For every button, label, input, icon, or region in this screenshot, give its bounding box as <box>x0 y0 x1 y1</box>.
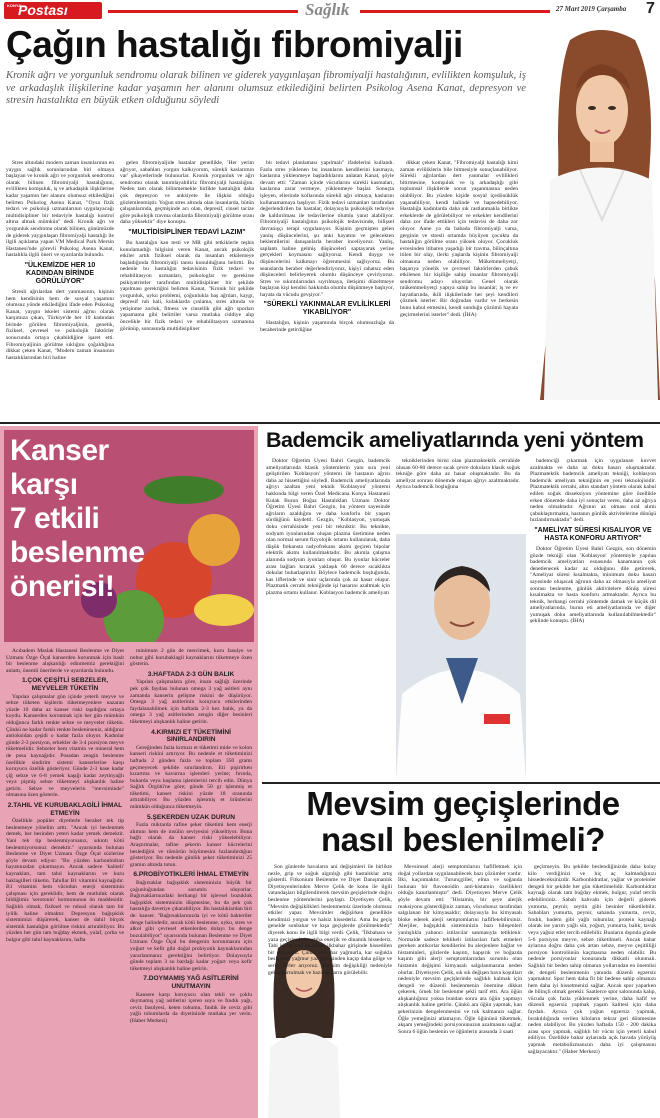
nutrition-title-line: önerisi! <box>10 570 115 603</box>
tip-heading-5: 5.ŞEKERDEN UZAK DURUN <box>147 813 235 821</box>
article2-column-1 <box>266 458 390 780</box>
masthead-rule-left <box>108 10 298 13</box>
article4-title-line2: nasıl beslenilmeli? <box>321 821 605 858</box>
article1-column-3 <box>260 160 394 418</box>
article1-title: Çağın hastalığı fibromiyalji <box>6 24 463 65</box>
section-divider-2 <box>262 782 660 784</box>
article1-column-4 <box>400 160 518 418</box>
nutrition-photo <box>4 430 254 642</box>
article2-paragraph: Doktor Öğretim Üyesi Bahri Gezgin, bademcik ameliyatlarında klasik yöntemlerin yanı sıra yeni geliştirilen 'Koblasyon' yöntemi ile hastanın ağrısı daha az hissettiğini söyledi. Bademcik ameliyatlarında ağrıyı azaltan yeni teknik 'Koblasyon' yöntemi hakkında bilgi veren Özel Medicana Konya Hastanesi Kulak Burun Boğaz Hastalıkları Uzmanı Doktor Öğretim Üyesi Bahri Gezgin, bu yöntem sayesinde ağrıların azaldığını ve daha konforlu bir yaşam sürdüğünü kaydetti. Gezgin, "Koblasyon, yumuşak doku cerrahisinde yeni bir tekniktir. Bu teknikte, sodyum iyonlarından oluşan plazma üretimine neden olan normal serum fizyolojik ortamı kullanılarak, daha düşük frekansta radyofrekans akımı geçiren bipolar elektrik akımı kullanılmaktadır. Bu akımla çalışma alanında sodyum iyonları oluşur. Bu iyonlar hücreler arası bağları kırarak yaklaşık 60 derece sıcaklıkta dokular buharlaştırılır. Böylece bademcik boşluğunda, kas liflerinde ve sinir uçlarında çok az hasar oluşur. Plazmatik cerrahi tekniğinde işi hasarını azaltmak için plazma ortamı kullanır. Koblasyon bademcik ameliyatı <box>266 458 390 596</box>
tip-heading-3: 3.HAFTADA 2-3 GÜN BALIK <box>147 670 235 678</box>
article1-deck: Kronik ağrı ve yorgunluk sendromu olarak bilinen ve giderek yaygınlaşan fibromiyalji hastalığının, evlilikten komşuluk, iş ve arkadaşlık ilişkilerine kadar yaşamın her alanını olumsuz etkilediğini belirten Psikolog Asena Kanat, depresyon ve stresin hastalıkta en büyük etken olduğunu söyledi <box>6 70 526 107</box>
article3-paragraph: Yapılan çalışmalara göre, insan sağlığı üzerinde pek çok faydası bulunan omega 3 yağ asitleri aynı zamanda kanserin gelişme riskini de düşürüyor. Omega 3 yağ asitlerinin koruyucu etkilerinden faydalanabilmek için haftada 2-3 kez balık, ya da omega 3 yağ asitlerinden zengin diğer besinleri tüketmeyi alışkanlık haline getirin. <box>130 679 252 725</box>
article2-paragraph: bademciği çıkarmak için uygulanan kuvvet azalmakta ve daha az doku hasarı oluşmaktadır. Plazmatektik bademcik ameliyatı tekniği, koblasyon bademcik ameliyatı tekniğinin en yeni teknolojisidir. Plazmatektik cerrahi, altın standart yöntem olarak kabul edilen soğuk disseksiyon yöntemine göre özellikle erken dönemde daha iyi sonuçlar veren, daha az ağrıya neden olmaktadır. Ağrının az olması oral alımı çabuklaştırmakta, hastanın günlük aktivitelerine dönüşü hızlandırmaktadır" dedi. <box>530 458 656 524</box>
article1-paragraph: bir tedavi planlaması yapılmalı" ifadelerini kullandı. Fazla stres yüklenen bu insanların kendilerini kasmaya, kaslarına yüklenmeye başladıklarını anlatan Kanat, şöyle devam etti: "Zaman içinde vücutlarını sürekli kasmaları, kaslarına zarar vermeye, yüklenmeye başlar. Sonuçta işleyen, ellerinde kollarında sürekli ağrı olmaya, kaslarını kullanamamaya başlıyor. Fizik tedavi uzmanları tarafından değerlendirilen bu hastalar, dolayısıyla psikolojik tedaviye de kaldırılması ile tedavilerine olumlu yanıt alabiliyor. Fibromiyalji hastalığının psikolojik tedavisinde, bilişsel davranışçı terapi uygulanıyor. Kişinin geçmişten gelen yanlış düşüncelerini, şu anki hayatını ve gelecekten beklentilerini danışanlarla beraber inceliyoruz. Yanlış, saplantı haline gelmiş düşünceleri saptayarak yerine gerçekleri koymasını sağlıyoruz. Kendi duygu ve düşüncelerini kalkmayı öğrenmesini sağlıyoruz. Bu seanslarda beraber değerlendiriyoruz, kişiyi rahatsız eden düşünceleri belirleyerek olumlu düşünceye çeviriyoruz. Stres ve sıkıntılarından sıyrılmaya, iletişimi düzeltmeye başlayan kişi kendisi hakkında olumlu düşünmeye başlıyor, hayata da vücudu gevşiyor." <box>260 160 394 298</box>
logo-text: Postası <box>18 2 68 18</box>
article3-paragraph: Özellikle popüler diyetlerle beraber tek tip beslenmeye yönelim arttı. "Ancak iyi beslenmek demek, her besinden yeteri kadar yemek demektir. Yani tek tip beslenmiyorsanız, sıkıntı kötü beslenmiyorsunuz demektir." uyarısında bulunan Beslenme ve Diyet Uzmanı Özge Öçal sözlerine şöyle devam ediyor: "Bu yüzden karbonhidratı hayatınızdan çıkarmayın. Ancak sadece 'kaliteli' kaynakları, tam tahıl kaynaklarını ve kuru baklagilleri tüketin. Tahıllar B1 vitamini kaynağıdır. B1 vitamini hem vücudun enerji sisteminin çalışması için gereklidir, hem de mutluluk olarak bildiğimiz 'serotonin' hormonunun ön maddesidir. Sağlıklı olmak, fiziksel ve ruhsal olarak tam bir iyilik haline olmaktır. Depresyon bağışıklık sistemimizi düşürerek, kanser de dahil birçok sistemik hastalığın görülme riskini artırabiliyor. Bu yüzden her gün tam buğday ekmek, yulaf, çorba ve bulgur gibi tahıl kaynaklarını, hafta <box>6 818 124 943</box>
article1-paragraph: Hastalığın, kişinin yaşamında birçok olumsuzluğa da beraberinde getirdiğine <box>260 320 394 334</box>
nutrition-title-line: 7 etkili <box>10 502 100 535</box>
article2-title: Bademcik ameliyatlarında yeni yöntem <box>266 428 644 452</box>
logo-small: KONYA <box>7 3 22 8</box>
article2-subhead: "AMELİYAT SÜRESİ KISALIYOR VE HASTA KONFORU ARTIYOR" <box>534 526 652 542</box>
masthead-rule-right <box>360 10 550 13</box>
nutrition-title-line: Kanser <box>10 434 109 467</box>
logo <box>4 2 102 19</box>
article1-subhead-3: "SÜREKLİ YAKINMALAR EVLİLİKLERİ YIKABİLİYOR" <box>263 301 391 317</box>
article1-column-2 <box>120 160 254 418</box>
article2-paragraph: tekniklerinden birisi olan plazmaktektik cerrahide olusan 60-80 derece sıcak çevre dokulara klasik soğuk tekniğe göre daha az hasar oluşmaktadır. Bu da ameliyat sonrası dönemde oluşan ağrıyı azaltmaktadır. Ayrıca bademcik boşluğuna <box>396 458 520 491</box>
article4-column-2 <box>398 864 522 1114</box>
article2-column-3 <box>530 458 656 780</box>
tip-heading-4: 4.KIRMIZI ET TÜKETİMİNİ SINIRLANDIRIN <box>151 728 231 744</box>
article3-paragraph: minimum 2 gün de mercimek, kuru fasulye ve nohut gibi kurubaklagil kaynaklarını tüketmeye özen gösterin. <box>130 648 252 668</box>
article1-paragraph: Stres altındaki modern zaman insanlarının en yaygın sağlık sorunlarından biri olmaya başlayan ve kronik ağrı ve yorgunluk sendromu olarak bilinen fibromiyalji hastalığının, evlilikten komşuluk, iş ve arkadaşlık ilişkilerine kadar yaşamın her alanını olumsuz etkilediğini belirten Psikolog Asena Kanat, "Oysa fizik tedavi ve psikoloji uzmanlarının uygulayacağı multidisipliner bir tedaviyle hastalığı kontrol altına almak mümkün" dedi. Kronik ağrı ve yorgunluk sendromu olarak bilinen, günümüzde de giderek yaygınlaşan fibromiyalji hastalığı ile ilgili açıklama yapan VM Medical Park Mersin Hastanesi'nde görevli Psikolog Asena Kanat, hastalıkla ilgili öneri ve uyarılarda bulundu. <box>6 160 114 259</box>
article4-paragraph: geçirmeyin. Bu şekilde beslendiğinizde daha kolay kilo verdiğinizi ve hiç aç kalmadığınızı hissedeceksinizdir. Karbonhidratlar, yağlar ve proteinler dengeli bir şekilde her gün tüketilmelidir. Karbonhidrat kaynağı olarak tam buğday ekmek, bulgur, yulaf tercih edebilirsiniz. Sabah kahvaltı için değerli giderek yumurta, peynir, zeytin gibi besinler tüketilebilir. Sabahları yumurta, peynir, sahanda yumurta, ceviz, fındık, badem gibi yağlı tohumlar, protein kaynağı olarak ise yarım yağlı süt, yoğurt, yumurta, balık, tavuk veya yağsız etler tercih edilebilir. Bunların dışında günde 5-6 porsiyon meyve, sebze tüketilmeli. Ancak bahar aylarına doğru daha çok artan sebze, meyve çeşitliliği porsiyon kontrolünün kaçmasına neden olabilir. Bu nedenle porsiyonlar konusunda dikkatli olunmalı. Sağlıklı bir beden sahip olmanın yollarından en önemlisi de, dengeli beslenmenin yanında düzenli egzersiz yapmaktır. Spor hem daha fit bir bedene sahip olmanızı hem daha iyi hissetmenizi sağlar. Ancak spor yaparken de bilinçli olmak gerekir. Saatlerce spor salonunda kalıp, vücuda çok fazla yüklenmek yerine, daha hafif ve düzenli egzersiz yapmak yaşam kalitesi için daha faydalı. Ayrıca çok yoğun egzersiz yapmak, bırakıldığında verilen kiloların tekrar geri dönmesine neden olabiliyor. Bu yüzden haftada 150 - 200 dakika arası spor yapmak, sağlıklı bir vücut için yeterli kabul ediliyor. Özellikle bahar aylarında açık havada yürüyüş yapmak metabolizmanızın daha iyi çalışmasını sağlayacaktır." (Haber Merkezi) <box>528 864 656 1055</box>
article3-paragraph: Fazla miktarda rafine şeker tüketimi hem enerji alımını hem de insülin seviyesini yükseltiyor. Buna bağlı olarak da kanser riski yükselebiliyor. Araştırmalar, rafine şekerin kanser hücrelerini beslediğini ve tümörün büyümesini hızlandırdığını gösteriyor. Bu nedenle günlük şeker tüketiminizi 25 gramın altında tutun. <box>130 822 252 868</box>
article4-title-line1: Mevsim geçişlerinde <box>306 785 620 822</box>
article4-column-1 <box>268 864 392 1114</box>
nutrition-title-line: beslenme <box>10 536 145 569</box>
article3-paragraph: Yapılan çalışmalar gün içinde yeterli meyve ve sebze tüketen kişilerin tüketmeyenlere nazaran yüzde 10 daha az kanser riski taşıdığını ortaya koydu. Kanserden korunmak için her gün mümkün olduğunca farklı renkte sebze ve meyveler tüketin. Çünkü ne kadar farklı renkte beslenirseniz, aldığınız antioksidan çeşidi o kadar fazla oluyor. Kadınlar günde 2-3 porsiyon, erkekler de 3-4 porsiyon meyve tüketmelidir. Sebzeler hem vitamin ve mineral hem de posa kaynağıdır. Posadan zengin beslenme özellikle sindirim sistemi kanserlerine karşı koruyucu özellik gösteriyor. Günde 2-3 kase kadar çiğ sebze ve 6-8 yemek kaşığı kadar zeytinyağlı veya pişmiş sebze tüketmeyi alışkanlık haline getirin. Sebze ve meyvelerin "mevsiminde" olmasına özen gösterin. <box>6 693 124 799</box>
article2-paragraph: Doktor Öğretim Üyesi Bahri Gezgin, son dönemin gözde tekniği olan 'Koblasyon' yöntemiyle yapılan bademcik ameliyatları esnasında kanamanın çok denetlenecek kadar az olduğunu dile getirerek, "Ameliyat süresi kısalmakta, minimum doku hasarı sayesinde oluşacak ağrının daha az olmasıyla ameliyat sonrası beslenme, günlük aktivitelere dönüş süresi kısalmakta ve hasta konforu artmaktadır. Ayrıca bu teknik, herhangi cerrahi yöntemde damak ve küçük dil ameliyatlarında, burun eti ameliyatlarında ve diğer yumuşak doku ameliyatlarında kullanılabilmektedir" şeklinde konuştu. (İHA) <box>530 545 656 625</box>
masthead <box>0 0 660 20</box>
article2-column-2 <box>396 458 520 532</box>
nutrition-title-line: karşı <box>10 468 78 501</box>
article1-paragraph: dikkat çeken Kanat, "Fibromiyalji hastalığı kimi zaman evliliklerin bile bitmesiyle sonuçlanabiliyor. Sürekli ağrılardan dert yanmalar evlilikleri bitirmesine, komşuluk ve iş arkadaşlığı gibi toplumsal ilişkilerde sorun yaşanmasına neden olabiliyor. Bu yüzden kişide sosyal içedönüklük yaşanabiliyor, kendi halinde ve hapsedebiliyor. Hastalığa kadınlarda daha sık rastlanmakla birlikte erkeklerde de görülebiliyor ve erkekler kendilerini daha zor ifade ettikleri için tedavisi de daha zor oluyor. Anne ya da babada fibromiyalji varsa, gerginin ve stresli ortamda büyüyen çocukta da hastalığın görülme oranı yüksek oluyor. Çocukluk evresinden itibaren yaşadığı bir travma, bilinçaltına itilen bir olay, ilerki yaşlarda kişinin fibromiyalji olmasına neden olabiliyor. Mükemmeliyetçi, başarıya yönelik ve çevresel faktörlerden çabuk etkilenen bir kişiliğe sahip insanlar fibromiyalji sendromu adayı oluyorlar. Genel olarak mükemmeliyetçi yapıya sahip bu insanlar; iş ve ev hayatlarında, ikili ilişkilerinde her şeyi kendileri çözmek isterler. Bir doğrudan vardır ve herkesin bunu kabul etmesini, kendi sunduğu çözümü hayata geçirmelerini isterler" dedi. (İHA) <box>400 160 518 318</box>
article3-paragraph: Gereğinden fazla kırmızı et tüketimi mide ve kolon kanseri riskini artırıyor. Bu nedenle et tüketiminizi haftada 2 günden fazla ve toplam 350 gramı geçmeyecek şekilde sınırlandırın. Eti pişirirken kızartma ve kavurma işlemleri yerine; fırında, buharda veya haşlama işlemlerini tercih edin. Dünya Sağlık Örgütü'ne göre; günde 50 gr işlenmiş et tüketimi, kanser riskini yüzde 18 oranında artırabiliyor. Bu yüzden işlenmiş et ürünlerini mümkün olduğunca tüketmeyin. <box>130 744 252 811</box>
page-number: 7 <box>646 0 655 17</box>
tip-heading-7: 7.DOYMAMIŞ YAĞ ASİTLERİNİ UNUTMAYIN <box>143 975 239 990</box>
issue-date: 27 Mart 2019 Çarşamba <box>556 5 627 13</box>
article1-paragraph: gelen fibromiyaljide hastalar genellikle, 'Her yerim ağrıyor, sabahları yorgun kalkıyorum, sürekli kaslarımın var' şikayetlerinde bulunurlar. Kronik yorgunluk ve ağrı sendromu olarak tanımlayabiliriz fibromiyalji hastalığını. Neden tam olarak bilinmemekle birlikte hastalığın daha çok depresyon ve anksiyete ile ilişkisi olduğu gözlemlenmiştir. Yoğun stres altında olan insanlarda, bütün çalışanlarında, geçmişinde acı olan, depresif, cinsel tacize göre psikolojik travma olanlarda fibromiyalji görülme oranı daha yüksektir" diye konuştu. <box>120 160 254 226</box>
tip-heading-2: 2.TAHIL VE KURUBAKLAGİLİ İHMAL ETMEYİN <box>7 802 123 817</box>
article1-column-1 <box>6 160 114 418</box>
nutrition-title <box>10 434 160 604</box>
article1-subhead-1: "ÜLKEMİZDE HER 10 KADINDAN BİRİNDE GÖRÜLÜYOR" <box>24 261 96 285</box>
article1-subhead-2: "MULTİDİSİPLİNER TEDAVİ LAZIM" <box>128 228 246 236</box>
article1-paragraph: Stresli ağrılardan dert yanmasının, kişinin hem kendisinin hem de sosyal yaşamını olumsuz yönde etkilediğini ifade eden Psikolog Kanat, yaygın iskelet sistemi ağrısı olarak karşımıza çıkan, Türkiye'de her 10 kadından birinde görülen fibromiyaljinin, genetik, fiziksel, çevresel ve psikolojik faktörler sonucunda ortaya çıkabildiğine işaret etti. Fibromiyaljinin görülme sıklığını çoğaldığına dikkat çeken Kanat, "Modern zaman insanının hastalıklarından biri haline <box>6 288 114 361</box>
article3-column-2 <box>130 648 252 1114</box>
article4-column-3 <box>528 864 656 1114</box>
article3-paragraph: Bağırsaklar bağışıklık sisteminizin büyük bir çoğunluğundan sorumlu oluyorlar. Bağırsaklarınızdaki herhangi bir işlevsel bozukluk bağışıklık sisteminizin düşmesine, bu da pek çok hastalığa davetiye çıkarabiliyor. Bu hastalıklardan biri de: kanser. "Bağırsaklarınızda iyi ve kötü bakteriler denge halindedir, ancak kötü beslenme, uyku, stres ve alkol gibi çevresel etkenlerden dolayı bu denge bozulabiliyor" uyarısında bulunan Beslenme ve Diyet Uzmanı Özge Öçal bu dengenin korunmasını için yoğurt ve kefir gibi doğal probiyotik kaynaklarından yararlanmanız gerektiğini belirtiyor. Dolayısıyla günde toplam 3 su bardağı kadar yoğurt veya kefir tüketmeyi alışkanlık haline getirin. <box>130 880 252 972</box>
tip-heading-6: 6.PROBİYOTİKLERİ İHMAL ETMEYİN <box>133 871 249 879</box>
woman-portrait-illustration <box>540 20 660 400</box>
section-title: Sağlık <box>305 0 350 19</box>
article1-paragraph: Bu hastalığın kan testi ve MR gibi tetkiklerle teşhis konulamadığı bilgisini veren Kanat, ancak psikolojik etkiler artık fiziksel olarak da insanları etkilemeye başladığında fibromiyalji tanısı konulduğunu belirtti. Bu nedenle bu hastalığın tedavisinin fizik tedavi ve rehabilitasyon uzmanları, psikologlar ve gerekirse psikiyatristler tarafından multidisipliner bir şekilde yapılması gerektiğini belirten Kanat, "Kronik bir şekilde yorgunluk, uyku problemi, çoğunlukla baş ağrıları, kaygı, depresif ruh hali, kulaklarda çınlama, stres altında ve yetişinme zorluk, fitness ve cinsellik gibi ağrı sporları yapamama gibi belirtiler varsa mutlaka ciddiye alıp öncelikle bir fizik tedavi ve rehabilitasyon uzmanına görünüp, sonrasında multidisipliner <box>120 239 254 332</box>
article4-paragraph: Mevsimsel alerji semptomlarını hafifletmek için doğal yollardan uygulanabilecek bazı çözümler vardır. İlki, kaçınmaktır. Turunçgiller, elma ve soğanda bulunan bir flavonoidin anti-histamin özellikleri olduğu kanıtlanmıştır" dedi. Diyetisyen Merve Çelik şöyle devam etti: "Histamin, bir şeye alerjik reaksiyonu gösterdiğiniz zaman, vücudunuz tarafından salgılanan bir kimyasaldır; dolayısıyla bu kimyasalı bloke ederek alerji semptomlarını hafifletebilirsiniz. Alerjiler, bağışıklık sisteminizin bazı bileşenleri yanlışlıkla yabancı istilacılar sanmasıyla tetiklenir. Normalde sadece tehlikeli istilacıları fark etmeleri gereken antikorlar kendilerini bu alerjenlere bağlar ve histaminleri, gözlerde kaşıntı, hapşırık ve boğazda kaşıntı gibi alerji semptomlarından sorumlu olan histamin değişimi kimyasalı salgılanmasına neden olurlar. Diyetisyen Çelik, sık sık değişen hava koşulları nedeniyle mevsim geçişlerinde sağlıklı kalmak için dengeli ve düzenli beslenmenin önemine dikkat çekerek, örnek bir beslenme şekli tarif etti. Ara öğün alışkanlığınız yoksa bundan sonra ara öğün yapmayı alışkanlık haline getirin. Çünkü ara öğün yapmak, kan şekerinizin dengelenmesini ve tok kalmanızı sağlar. Öğle yemeğinizi atlamayın. Öğle öğününü tüketmek, akşam yemeğindeki porsiyonunuzun azalmasını sağlar. Sonra 6 öğün beslenin ve öğünlerin arasında 3 saati <box>398 864 522 1035</box>
section-divider <box>0 422 660 424</box>
doctor-portrait-illustration <box>396 534 526 780</box>
tip-heading-1: 1.ÇOK ÇEŞİTLİ SEBZELER, MEYVELER TÜKETİN <box>21 677 109 692</box>
doctor-photo <box>396 534 526 780</box>
psychologist-photo <box>540 20 660 400</box>
article4-paragraph: Son günlerde havaların ani değişimleri ile birlikte nezle, grip ve soğuk algınlığı gibi hastalıklar artış gösterdi. Fitkonium Beslenme ve Diyet Danışmanlık Diyetisyenlerinden Merve Çelik de konu ile ilgili vatandaşları bilgilendirerek mevsim geçişlerinde doğru beslenme yöntemlerini paylaştı. Diyetisyen Çelik, "Mevsim değişiklikleri beslenmemiz üzerinde olumsuz etkiler yapar. Mevsimler değişirken genellikle kendimizi yorgun ve halsiz hissederiz. Ama bu geçiş genelde sonbahar ve kışa geçişlerde görülmektedir" diyerek konu ile ilgili bilgi verdi. Çelik, "İlkbahara ve yaza geçişlerde ise daha enerjik ve dinamik hissederiz. Tabi ki bu yaz geliriden ilkbahar girişinde hissedilen bir duygudur. Çünkü ilkbahar yağmurla, kar soğukla beslenmiş yağmur yaz güneşinden kaçıp daha gölge ve serin yerler arıyoruz. Mevsim değişikliği nedeniyle gelen kurtulmak ve bazı ağrıların görülebilir. <box>268 864 392 976</box>
article3-paragraph: Kansere karşı koruyucu olan tekli ve çoklu doymamış yağ asitlerini içeren soya ve fındık yağı, ceviz fasulyesi, keten tohumu, fındık ile ceviz gibi yağlı tohumlarda da diyetinizde mutlaka yer verin. (Haber Merkezi) <box>130 991 252 1024</box>
article3-column-1 <box>6 648 124 1114</box>
article3-paragraph: Acıbadem Maslak Hastanesi Beslenme ve Diyet Uzmanı Özge Öçal kanserden korunmak için basit bir beslenme alışkanlığı edinmemiz gerektiğini anlattı, önemli önerilerde ve uyarılarda bulundu. <box>6 648 124 674</box>
